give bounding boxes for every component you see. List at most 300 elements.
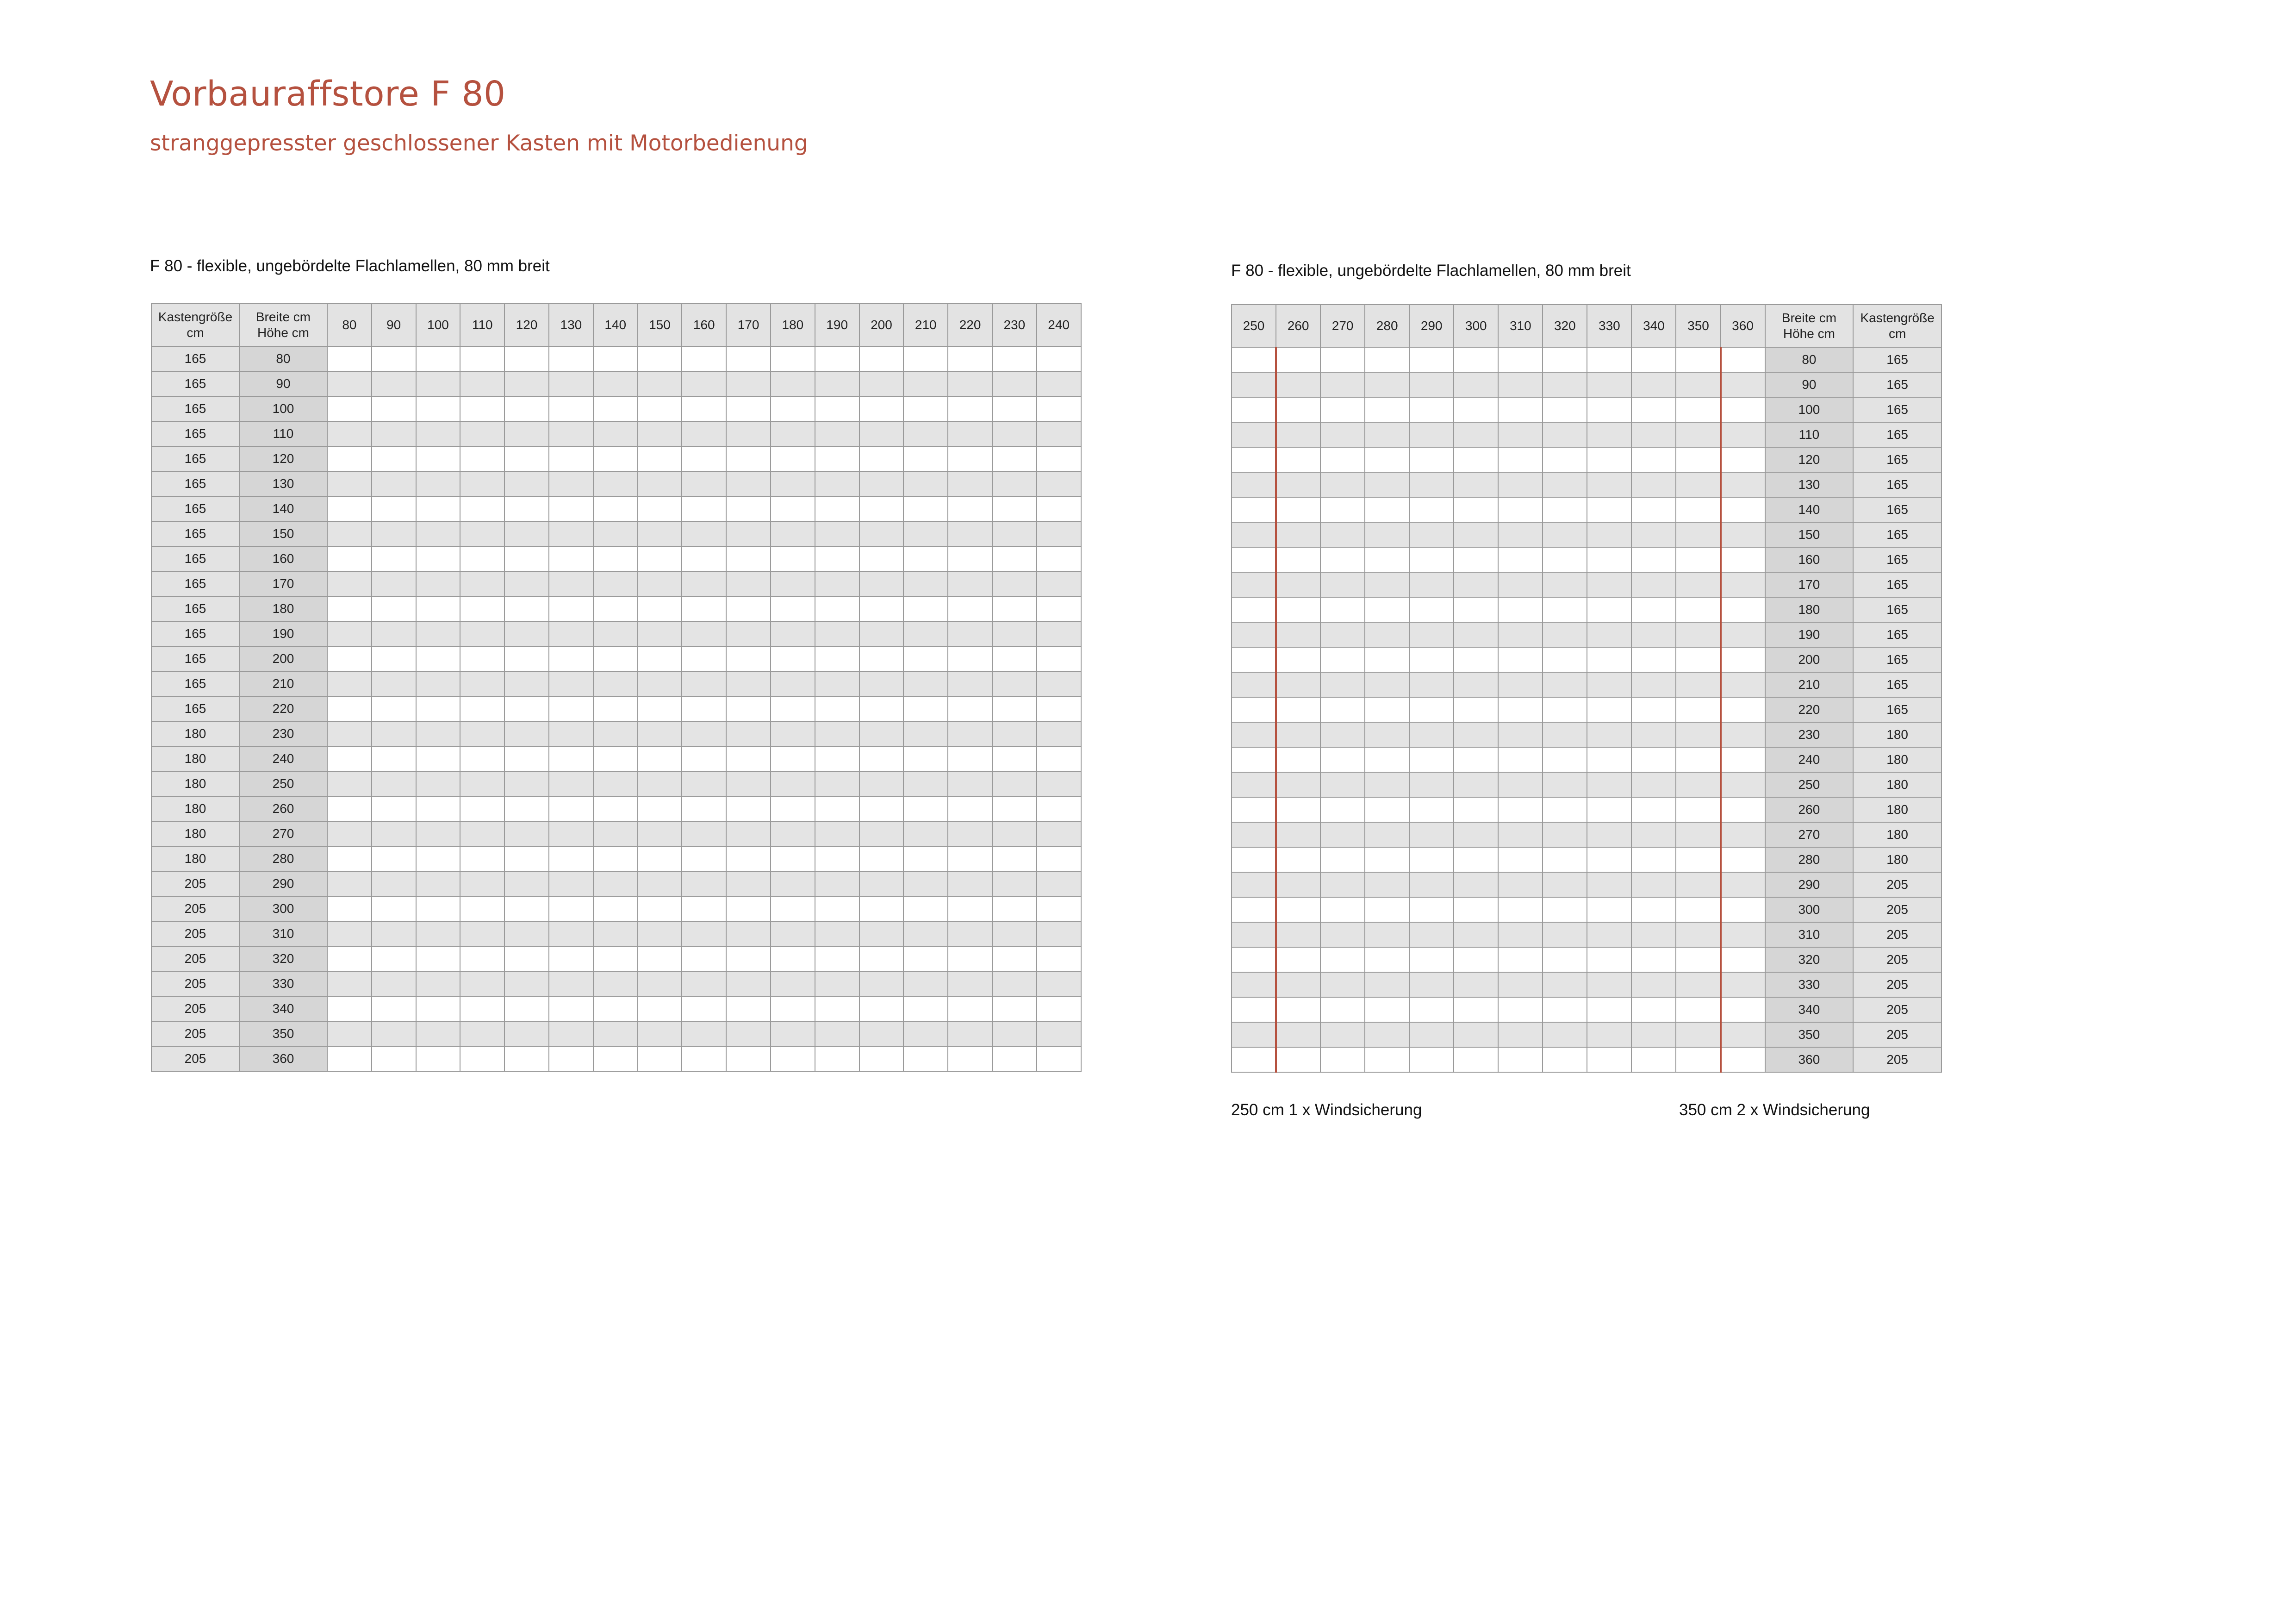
- price-cell: [1498, 672, 1543, 697]
- price-cell: [1232, 1022, 1276, 1047]
- price-cell: [726, 946, 771, 971]
- table-row: [1232, 822, 1941, 847]
- price-cell: [682, 946, 726, 971]
- price-cell: [1409, 622, 1454, 647]
- price-cell: [726, 771, 771, 796]
- price-cell: [593, 496, 638, 521]
- hoehe-cell: 300: [1765, 897, 1854, 922]
- hoehe-cell: 140: [1765, 497, 1854, 522]
- hoehe-cell: 270: [1765, 822, 1854, 847]
- price-cell: [549, 521, 593, 546]
- price-cell: [1676, 597, 1720, 622]
- kasten-cell: 205: [1853, 1022, 1941, 1047]
- price-cell: [1676, 797, 1720, 822]
- table-row: [151, 771, 1081, 796]
- table-row: [151, 596, 1081, 621]
- price-cell: [1631, 847, 1676, 872]
- price-cell: [593, 571, 638, 596]
- kasten-cell: 205: [1853, 897, 1941, 922]
- price-cell: [1409, 897, 1454, 922]
- table-row: [1232, 572, 1941, 597]
- price-cell: [1631, 397, 1676, 422]
- price-cell: [1365, 972, 1409, 997]
- price-cell: [859, 646, 904, 671]
- table-row: [151, 671, 1081, 696]
- price-cell: [1320, 447, 1365, 472]
- price-cell: [1543, 672, 1587, 697]
- kasten-cell: 205: [1853, 997, 1941, 1022]
- width-header-200: 200: [859, 304, 904, 346]
- hoehe-cell: 320: [1765, 947, 1854, 972]
- hoehe-cell: 360: [1765, 1047, 1854, 1072]
- price-cell: [1365, 897, 1409, 922]
- price-cell: [726, 721, 771, 746]
- price-cell: [1721, 872, 1765, 897]
- price-cell: [1276, 972, 1320, 997]
- price-cell: [1721, 997, 1765, 1022]
- price-cell: [682, 821, 726, 846]
- price-cell: [549, 871, 593, 896]
- price-cell: [1037, 696, 1081, 721]
- price-cell: [1409, 547, 1454, 572]
- price-cell: [416, 546, 460, 571]
- kasten-cell: 205: [1853, 922, 1941, 947]
- kasten-cell: 165: [1853, 372, 1941, 397]
- price-cell: [593, 346, 638, 371]
- price-cell: [638, 521, 682, 546]
- hoehe-cell: 350: [239, 1021, 327, 1046]
- price-cell: [815, 671, 859, 696]
- price-cell: [504, 946, 549, 971]
- price-cell: [992, 846, 1037, 871]
- price-cell: [460, 571, 504, 596]
- hoehe-cell: 270: [239, 821, 327, 846]
- page-title: Vorbauraffstore F 80: [150, 74, 506, 114]
- kasten-cell: 180: [151, 771, 239, 796]
- table-row: [151, 346, 1081, 371]
- price-cell: [859, 396, 904, 421]
- price-cell: [1721, 497, 1765, 522]
- width-header-150: 150: [638, 304, 682, 346]
- price-cell: [1721, 1022, 1765, 1047]
- price-cell: [1721, 847, 1765, 872]
- price-cell: [1276, 372, 1320, 397]
- header-breite-hoehe: [239, 304, 327, 346]
- price-cell: [1320, 422, 1365, 447]
- price-cell: [903, 1046, 948, 1071]
- price-cell: [416, 371, 460, 396]
- price-cell: [1543, 647, 1587, 672]
- price-cell: [1676, 1022, 1720, 1047]
- price-cell: [1320, 522, 1365, 547]
- price-cell: [815, 896, 859, 921]
- price-cell: [1232, 997, 1276, 1022]
- price-cell: [1365, 497, 1409, 522]
- price-cell: [903, 771, 948, 796]
- price-cell: [1365, 822, 1409, 847]
- price-cell: [549, 571, 593, 596]
- price-cell: [372, 996, 416, 1021]
- price-cell: [1365, 672, 1409, 697]
- price-cell: [327, 396, 372, 421]
- price-cell: [372, 346, 416, 371]
- hoehe-cell: 240: [1765, 747, 1854, 772]
- price-cell: [1631, 447, 1676, 472]
- price-cell: [1631, 422, 1676, 447]
- header-line-1: Kastengröße: [158, 310, 233, 324]
- price-cell: [1320, 1047, 1365, 1072]
- kasten-cell: 180: [151, 721, 239, 746]
- price-cell: [504, 671, 549, 696]
- price-cell: [1454, 397, 1498, 422]
- width-header-300: 300: [1454, 305, 1498, 347]
- kasten-cell: 165: [151, 446, 239, 471]
- width-header-130: 130: [549, 304, 593, 346]
- price-cell: [1587, 822, 1631, 847]
- hoehe-cell: 80: [1765, 347, 1854, 372]
- table-row: [1232, 697, 1941, 722]
- kasten-cell: 205: [151, 946, 239, 971]
- price-cell: [1037, 996, 1081, 1021]
- price-cell: [1232, 597, 1276, 622]
- price-cell: [1543, 522, 1587, 547]
- price-cell: [771, 671, 815, 696]
- price-cell: [948, 546, 992, 571]
- table-row: [1232, 972, 1941, 997]
- price-cell: [1365, 597, 1409, 622]
- price-cell: [1454, 372, 1498, 397]
- price-cell: [1587, 622, 1631, 647]
- price-cell: [1320, 1022, 1365, 1047]
- price-cell: [903, 996, 948, 1021]
- price-cell: [504, 771, 549, 796]
- price-cell: [593, 521, 638, 546]
- price-cell: [1037, 496, 1081, 521]
- price-cell: [903, 396, 948, 421]
- price-cell: [948, 371, 992, 396]
- hoehe-cell: 210: [1765, 672, 1854, 697]
- price-cell: [859, 771, 904, 796]
- price-cell: [1498, 847, 1543, 872]
- price-cell: [1037, 621, 1081, 646]
- price-cell: [460, 1046, 504, 1071]
- header-line-1: Kastengröße: [1860, 311, 1935, 325]
- table-row: [151, 921, 1081, 946]
- price-cell: [1409, 1047, 1454, 1072]
- hoehe-cell: 170: [1765, 572, 1854, 597]
- price-cell: [416, 496, 460, 521]
- price-cell: [593, 621, 638, 646]
- price-cell: [460, 371, 504, 396]
- price-cell: [1676, 972, 1720, 997]
- price-cell: [726, 596, 771, 621]
- table-row: [151, 396, 1081, 421]
- price-cell: [1409, 922, 1454, 947]
- price-cell: [1037, 746, 1081, 771]
- price-cell: [327, 946, 372, 971]
- price-cell: [1454, 572, 1498, 597]
- price-cell: [771, 421, 815, 446]
- price-cell: [948, 696, 992, 721]
- price-cell: [1454, 497, 1498, 522]
- price-cell: [460, 521, 504, 546]
- hoehe-cell: 180: [239, 596, 327, 621]
- price-cell: [1498, 372, 1543, 397]
- price-cell: [1543, 447, 1587, 472]
- price-cell: [593, 921, 638, 946]
- price-cell: [682, 1046, 726, 1071]
- hoehe-cell: 290: [239, 871, 327, 896]
- price-cell: [726, 671, 771, 696]
- price-cell: [903, 821, 948, 846]
- hoehe-cell: 330: [239, 971, 327, 996]
- price-cell: [327, 446, 372, 471]
- price-cell: [504, 496, 549, 521]
- note-350-windsicherung: 350 cm 2 x Windsicherung: [1679, 1101, 1870, 1119]
- price-cell: [327, 821, 372, 846]
- price-cell: [460, 746, 504, 771]
- price-cell: [1320, 997, 1365, 1022]
- kasten-cell: 165: [1853, 472, 1941, 497]
- price-cell: [1320, 547, 1365, 572]
- price-cell: [903, 796, 948, 821]
- price-cell: [726, 521, 771, 546]
- price-cell: [948, 746, 992, 771]
- table-row: [151, 896, 1081, 921]
- width-header-220: 220: [948, 304, 992, 346]
- price-cell: [1498, 447, 1543, 472]
- price-cell: [859, 721, 904, 746]
- price-cell: [416, 971, 460, 996]
- price-cell: [638, 721, 682, 746]
- price-cell: [726, 1046, 771, 1071]
- price-cell: [504, 396, 549, 421]
- hoehe-cell: 120: [239, 446, 327, 471]
- kasten-cell: 180: [1853, 772, 1941, 797]
- header-line-2: Höhe cm: [257, 325, 310, 340]
- price-cell: [460, 396, 504, 421]
- price-cell: [372, 1021, 416, 1046]
- price-cell: [638, 446, 682, 471]
- width-header-80: 80: [327, 304, 372, 346]
- hoehe-cell: 300: [239, 896, 327, 921]
- price-cell: [1232, 447, 1276, 472]
- price-cell: [416, 1021, 460, 1046]
- hoehe-cell: 110: [239, 421, 327, 446]
- price-cell: [1498, 572, 1543, 597]
- price-cell: [1587, 397, 1631, 422]
- price-cell: [992, 771, 1037, 796]
- price-cell: [682, 596, 726, 621]
- price-cell: [460, 846, 504, 871]
- table-row: [151, 846, 1081, 871]
- price-cell: [903, 471, 948, 496]
- price-cell: [682, 871, 726, 896]
- price-cell: [1587, 922, 1631, 947]
- price-cell: [549, 1021, 593, 1046]
- price-cell: [372, 646, 416, 671]
- price-cell: [638, 571, 682, 596]
- price-cell: [1454, 1047, 1498, 1072]
- price-cell: [1365, 1022, 1409, 1047]
- kasten-cell: 180: [151, 821, 239, 846]
- price-cell: [682, 1021, 726, 1046]
- price-cell: [1721, 572, 1765, 597]
- price-cell: [1037, 771, 1081, 796]
- kasten-cell: 205: [151, 871, 239, 896]
- kasten-cell: 165: [151, 421, 239, 446]
- kasten-cell: 165: [1853, 697, 1941, 722]
- price-cell: [460, 646, 504, 671]
- price-cell: [372, 571, 416, 596]
- price-cell: [1320, 972, 1365, 997]
- price-cell: [372, 496, 416, 521]
- kasten-cell: 165: [1853, 497, 1941, 522]
- price-cell: [1320, 922, 1365, 947]
- price-cell: [1232, 822, 1276, 847]
- price-cell: [638, 1046, 682, 1071]
- hoehe-cell: 110: [1765, 422, 1854, 447]
- price-cell: [593, 771, 638, 796]
- hoehe-cell: 170: [239, 571, 327, 596]
- price-cell: [372, 421, 416, 446]
- price-cell: [372, 796, 416, 821]
- price-cell: [1676, 822, 1720, 847]
- price-cell: [638, 796, 682, 821]
- hoehe-cell: 250: [1765, 772, 1854, 797]
- price-cell: [1721, 922, 1765, 947]
- price-cell: [726, 1021, 771, 1046]
- price-cell: [1587, 747, 1631, 772]
- hoehe-cell: 360: [239, 1046, 327, 1071]
- left-price-table: [151, 303, 1082, 1072]
- price-cell: [992, 546, 1037, 571]
- price-cell: [327, 771, 372, 796]
- price-cell: [504, 621, 549, 646]
- price-cell: [1543, 697, 1587, 722]
- price-cell: [1587, 422, 1631, 447]
- price-cell: [682, 696, 726, 721]
- price-cell: [460, 671, 504, 696]
- price-cell: [726, 846, 771, 871]
- price-cell: [992, 821, 1037, 846]
- price-cell: [859, 896, 904, 921]
- table-row: [151, 471, 1081, 496]
- price-cell: [638, 921, 682, 946]
- price-cell: [1543, 597, 1587, 622]
- price-cell: [815, 821, 859, 846]
- price-cell: [1454, 422, 1498, 447]
- price-cell: [1454, 597, 1498, 622]
- price-cell: [327, 696, 372, 721]
- price-cell: [815, 596, 859, 621]
- price-cell: [1587, 797, 1631, 822]
- price-cell: [1454, 922, 1498, 947]
- price-cell: [992, 571, 1037, 596]
- price-cell: [726, 396, 771, 421]
- price-cell: [1631, 1022, 1676, 1047]
- price-cell: [1498, 622, 1543, 647]
- price-cell: [948, 821, 992, 846]
- hoehe-cell: 200: [239, 646, 327, 671]
- price-cell: [771, 971, 815, 996]
- price-cell: [903, 421, 948, 446]
- table-row: [151, 571, 1081, 596]
- kasten-cell: 165: [1853, 597, 1941, 622]
- price-cell: [372, 596, 416, 621]
- price-cell: [992, 1046, 1037, 1071]
- price-cell: [504, 721, 549, 746]
- price-cell: [1721, 397, 1765, 422]
- price-cell: [726, 496, 771, 521]
- price-cell: [1676, 522, 1720, 547]
- price-cell: [1676, 772, 1720, 797]
- price-cell: [771, 871, 815, 896]
- price-cell: [1454, 472, 1498, 497]
- price-cell: [1721, 797, 1765, 822]
- price-cell: [1365, 747, 1409, 772]
- price-cell: [1543, 397, 1587, 422]
- price-cell: [1721, 372, 1765, 397]
- price-cell: [1232, 672, 1276, 697]
- price-cell: [327, 671, 372, 696]
- price-cell: [1721, 947, 1765, 972]
- price-cell: [726, 646, 771, 671]
- price-cell: [593, 1021, 638, 1046]
- price-cell: [1454, 697, 1498, 722]
- price-cell: [1498, 897, 1543, 922]
- price-cell: [771, 571, 815, 596]
- price-cell: [372, 746, 416, 771]
- price-cell: [416, 671, 460, 696]
- price-cell: [593, 721, 638, 746]
- price-cell: [771, 1046, 815, 1071]
- price-cell: [549, 371, 593, 396]
- price-cell: [1676, 447, 1720, 472]
- hoehe-cell: 320: [239, 946, 327, 971]
- price-cell: [1037, 596, 1081, 621]
- price-cell: [1676, 872, 1720, 897]
- price-cell: [948, 996, 992, 1021]
- price-cell: [771, 1021, 815, 1046]
- price-cell: [460, 821, 504, 846]
- kasten-cell: 205: [151, 971, 239, 996]
- price-cell: [1721, 697, 1765, 722]
- price-cell: [549, 896, 593, 921]
- price-cell: [416, 871, 460, 896]
- price-cell: [504, 346, 549, 371]
- price-cell: [1365, 922, 1409, 947]
- price-cell: [638, 896, 682, 921]
- width-header-360: 360: [1721, 305, 1765, 347]
- price-cell: [1587, 972, 1631, 997]
- price-cell: [1631, 972, 1676, 997]
- price-cell: [1721, 522, 1765, 547]
- price-cell: [1543, 622, 1587, 647]
- price-cell: [1543, 947, 1587, 972]
- price-cell: [327, 1021, 372, 1046]
- price-cell: [948, 571, 992, 596]
- price-cell: [815, 696, 859, 721]
- price-cell: [992, 521, 1037, 546]
- price-cell: [1676, 497, 1720, 522]
- price-cell: [1320, 847, 1365, 872]
- price-cell: [815, 921, 859, 946]
- table-row: [1232, 522, 1941, 547]
- price-cell: [771, 646, 815, 671]
- table-row: [151, 721, 1081, 746]
- table-row: [1232, 622, 1941, 647]
